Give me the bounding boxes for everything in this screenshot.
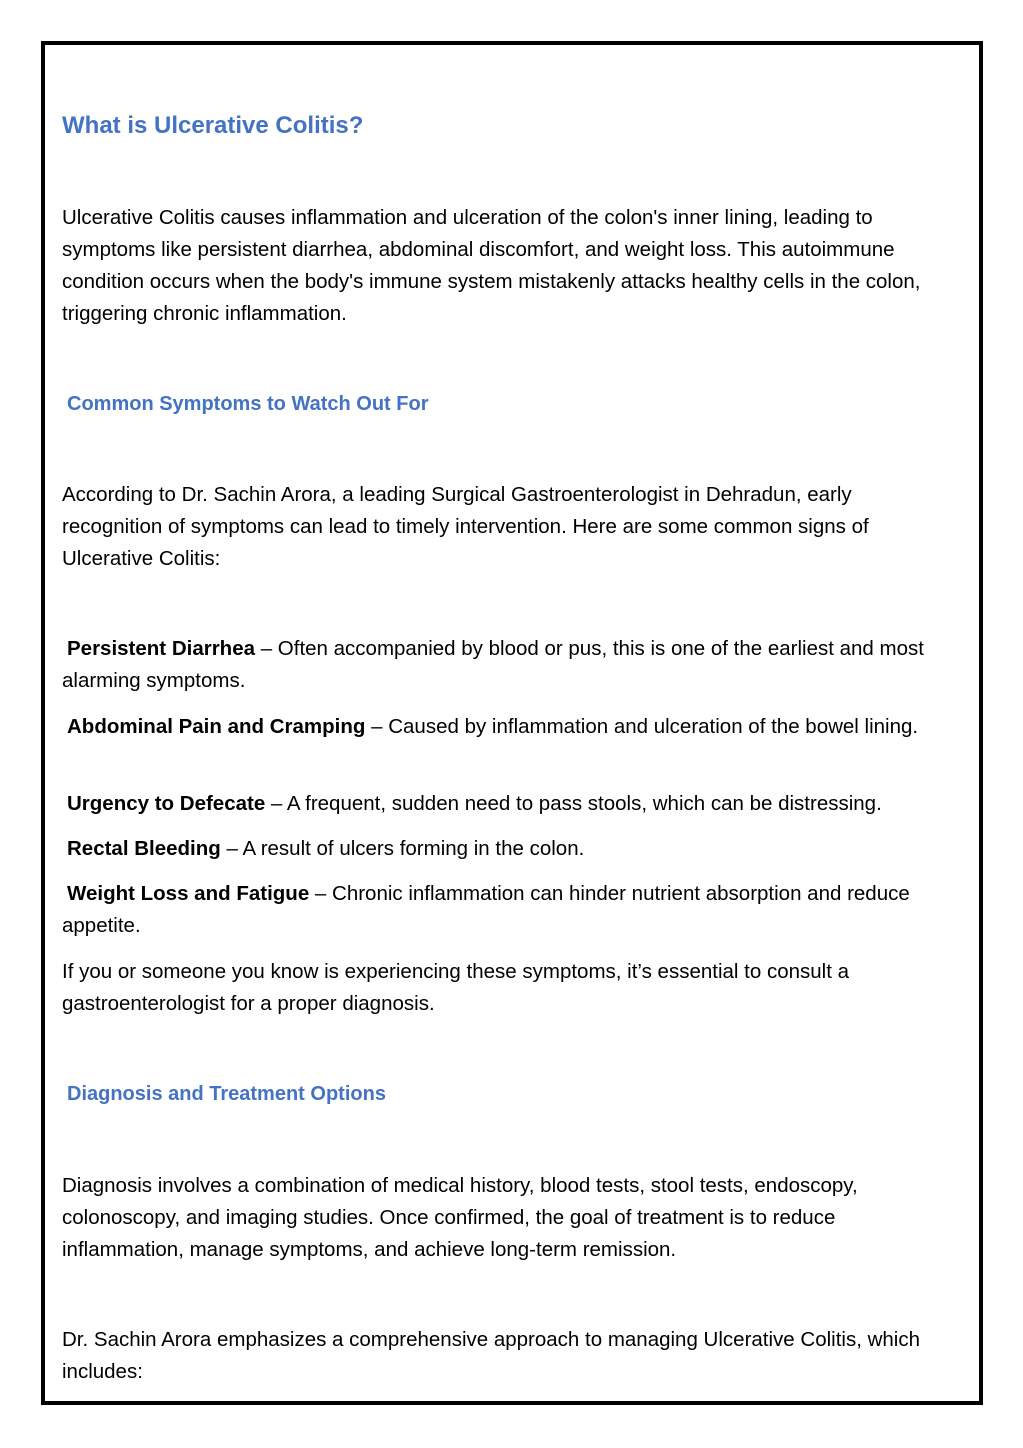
symptom-item [62,633,953,697]
symptom-term: Persistent Diarrhea [67,637,256,660]
symptom-item [62,833,953,865]
consult-note: If you or someone you know is experiencing these symptoms, it’s essential to consult a gastroenterologist for a proper diagnosis. [62,960,849,1015]
symptom-description: – Caused by inflammation and ulceration of the bowel lining. [365,715,919,738]
symptom-item [62,788,953,820]
symptom-description: – A frequent, sudden need to pass stools, which can be distressing. [265,792,882,815]
symptom-description: – Chronic inflammation can hinder nutrient absorption and reduce appetite. [62,882,910,937]
symptom-item [62,878,953,942]
symptom-description: – A result of ulcers forming in the colon. [220,837,585,860]
approach-paragraph: Dr. Sachin Arora emphasizes a comprehensive approach to managing Ulcerative Colitis, which includes: [62,1328,921,1383]
symptom-term: Rectal Bleeding [67,837,221,860]
symptom-item [62,711,953,743]
page-title: What is Ulcerative Colitis? [62,112,364,139]
symptom-description: – Often accompanied by blood or pus, this is one of the earliest and most alarming symptoms. [62,637,924,692]
symptoms-intro-paragraph: According to Dr. Sachin Arora, a leading Surgical Gastroenterologist in Dehradun, early recognition of symptoms can lead to timely intervention. Here are some common signs of Ulcerative Colitis: [62,483,869,570]
symptom-term: Abdominal Pain and Cramping [67,715,366,738]
diagnosis-heading: Diagnosis and Treatment Options [67,1083,386,1105]
diagnosis-paragraph: Diagnosis involves a combination of medical history, blood tests, stool tests, endoscopy, colonoscopy, and imaging studies. Once confirmed, the goal of treatment is to reduce inflammation, manage symptoms, and achieve long-term remission. [62,1174,858,1261]
symptom-term: Urgency to Defecate [67,792,266,815]
symptoms-heading: Common Symptoms to Watch Out For [67,393,429,415]
symptom-term: Weight Loss and Fatigue [67,882,310,905]
intro-paragraph: Ulcerative Colitis causes inflammation and ulceration of the colon's inner lining, leading to symptoms like persistent diarrhea, abdominal discomfort, and weight loss. This autoimmune condition occurs when the body's immune system mistakenly attacks healthy cells in the colon, triggering chronic inflammation. [62,206,921,325]
